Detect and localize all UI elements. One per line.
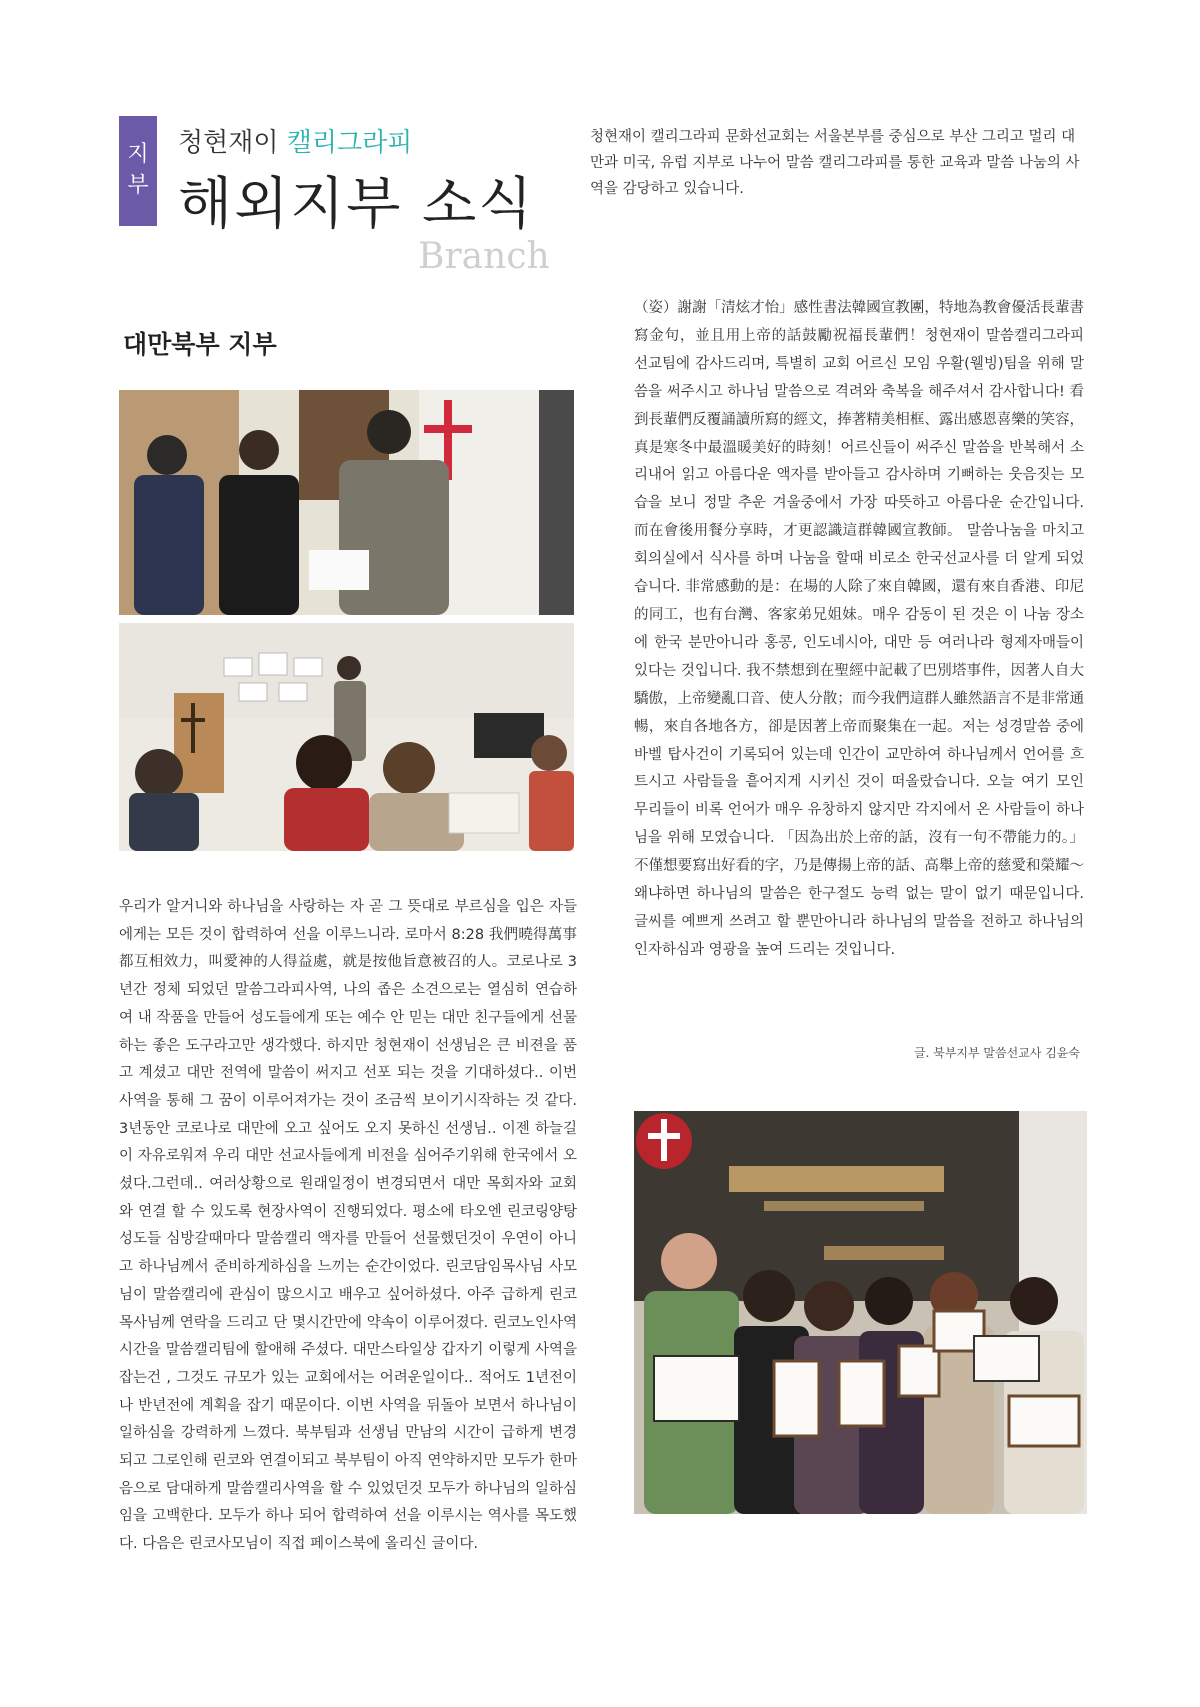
section-tag-line2: 부	[127, 173, 149, 198]
photo-church-group	[634, 1111, 1087, 1514]
left-body-text: 우리가 알거니와 하나님을 사랑하는 자 곧 그 뜻대로 부르심을 입은 자들에게는 모든 것이 합력하여 선을 이루느니라. 로마서 8:28 我們曉得萬事都互相效力，叫愛神的人得益處，就是按他旨意被召的人。코로나로 3년간 정체 되었던 말씀그라피사역, 나의 좁은 소견으로는 열심히 연습하여 내 작품을 만들어 성도들에게 또는 예수 안 믿는 대만 친구들에게 선물하는 좋은 도구라고만 생각했다. 하지만 청현재이 선생님은 큰 비젼을 품고 계셨고 대만 전역에 말씀이 써지고 선포 되는 것을 기대하셨다.. 이번사역을 통해 그 꿈이 이루어져가는 것이 조금씩 보이기시작하는 것 같다. 3년동안 코로나로 대만에 오고 싶어도 오지 못하신 선생님.. 이젠 하늘길이 자유로워져 우리 대만 선교사들에게 비전을 심어주기위해 한국에서 오셨다.그런데.. 여러상황으로 원래일정이 변경되면서 대만 목회자와 교회와 연결 할 수 있도록 현장사역이 진행되었다. 평소에 타오엔 린코링양탕 성도들 심방갈때마다 말씀캘리 액자를 만들어 선물했던것이 우연이 아니고 하나님께서 준비하게하심을 느끼는 순간이었다. 린코담임목사님 사모님이 말씀캘리에 관심이 많으시고 배우고 싶어하셨다. 아주 급하게 린코목사님께 연락을 드리고 단 몇시간만에 약속이 이루어졌다. 린코노인사역 시간을 말씀캘리팀에 할애해 주셨다. 대만스타일상 갑자기 이렇게 사역을 잡는건 , 그것도 규모가 있는 교회에서는 어려운일이다.. 적어도 1년전이나 반년전에 계획을 잡기 때문이다. 이번 사역을 뒤돌아 보면서 하나님이 일하심을 강력하게 느꼈다. 북부팀과 선생님 만남의 시간이 급하게 변경되고 그로인해 린코와 연결이되고 북부팀이 아직 연약하지만 모두가 한마음으로 담대하게 말씀캘리사역을 할 수 있었던것 모두가 하나님의 일하심임을 고백한다. 모두가 하나 되어 합력하여 선을 이루시는 역사를 목도했다. 다음은 린코사모님이 직접 페이스북에 올리신 글이다.	[119, 899, 577, 1553]
intro-paragraph: 청현재이 캘리그라피 문화선교회는 서울본부를 중심으로 부산 그리고 멀리 대만과 미국, 유럽 지부로 나누어 말씀 캘리그라피를 통한 교육과 말씀 나눔의 사역을 감당하고 있습니다.	[590, 129, 1080, 197]
page-subtitle	[178, 122, 412, 159]
subtitle-plain: 청현재이	[178, 128, 287, 158]
right-body-text: （姿）謝謝「清炫才怡」感性書法韓國宣教團，特地為教會優活長輩書寫金句，並且用上帝的話鼓勵祝福長輩們！청현재이 말씀캘리그라피 선교팀에 감사드리며, 특별히 교회 어르신 모임 우활(웰빙)팀을 위해 말씀을 써주시고 하나님 말씀으로 격려와 축복을 해주셔서 감사합니다! 看到長輩們反覆誦讀所寫的經文，捧著精美相框、露出感恩喜樂的笑容，真是寒冬中最溫暖美好的時刻！어르신들이 써주신 말씀을 반복해서 소리내어 읽고 아름다운 액자를 받아들고 감사하며 기뻐하는 웃음짓는 모습을 보니 정말 추운 겨울중에서 가장 따뜻하고 아름다운 순간입니다. 而在會後用餐分享時，才更認識這群韓國宣教師。 말씀나눔을 마치고 회의실에서 식사를 하며 나눔을 할때 비로소 한국선교사를 더 알게 되었습니다. 非常感動的是：在場的人除了來自韓國，還有來自香港、印尼的同工，也有台灣、客家弟兄姐妹。매우 감동이 된 것은 이 나눔 장소에 한국 분만아니라 홍콩, 인도네시아, 대만 등 여러나라 형제자매들이 있다는 것입니다. 我不禁想到在聖經中記載了巴別塔事件，因著人自大驕傲，上帝變亂口音、使人分散；而今我們這群人雖然語言不是非常通暢，來自各地各方，卻是因著上帝而聚集在一起。저는 성경말씀 중에 바벨 탑사건이 기록되어 있는데 인간이 교만하여 하나님께서 언어를 흐트시고 사람들을 흩어지게 시키신 것이 떠올랐습니다. 오늘 여기 모인 무리들이 비록 언어가 매우 유창하지 않지만 각지에서 온 사람들이 하나님을 위해 모였습니다. 「因為出於上帝的話，沒有一句不帶能力的。」不僅想要寫出好看的字，乃是傳揚上帝的話、高舉上帝的慈愛和榮耀～ 왜냐하면 하나님의 말씀은 한구절도 능력 없는 말이 없기 때문입니다. 글씨를 예쁘게 쓰려고 할 뿐만아니라 하나님의 말씀을 전하고 하나님의 인자하심과 영광을 높여 드리는 것입니다.	[634, 300, 1084, 958]
author-credit: 글. 북부지부 말씀선교사 김윤숙	[914, 1046, 1080, 1060]
section-tag	[119, 116, 157, 226]
subtitle-accent: 캘리그라피	[286, 128, 413, 158]
section-tag-line1: 지	[127, 142, 149, 168]
page-title: 해외지부 소식	[178, 172, 535, 237]
section-heading: 대만북부 지부	[123, 330, 277, 359]
photo-classroom-lecture	[119, 623, 574, 851]
english-title: Branch	[418, 236, 550, 277]
photo-group-calligraphy	[119, 390, 574, 615]
